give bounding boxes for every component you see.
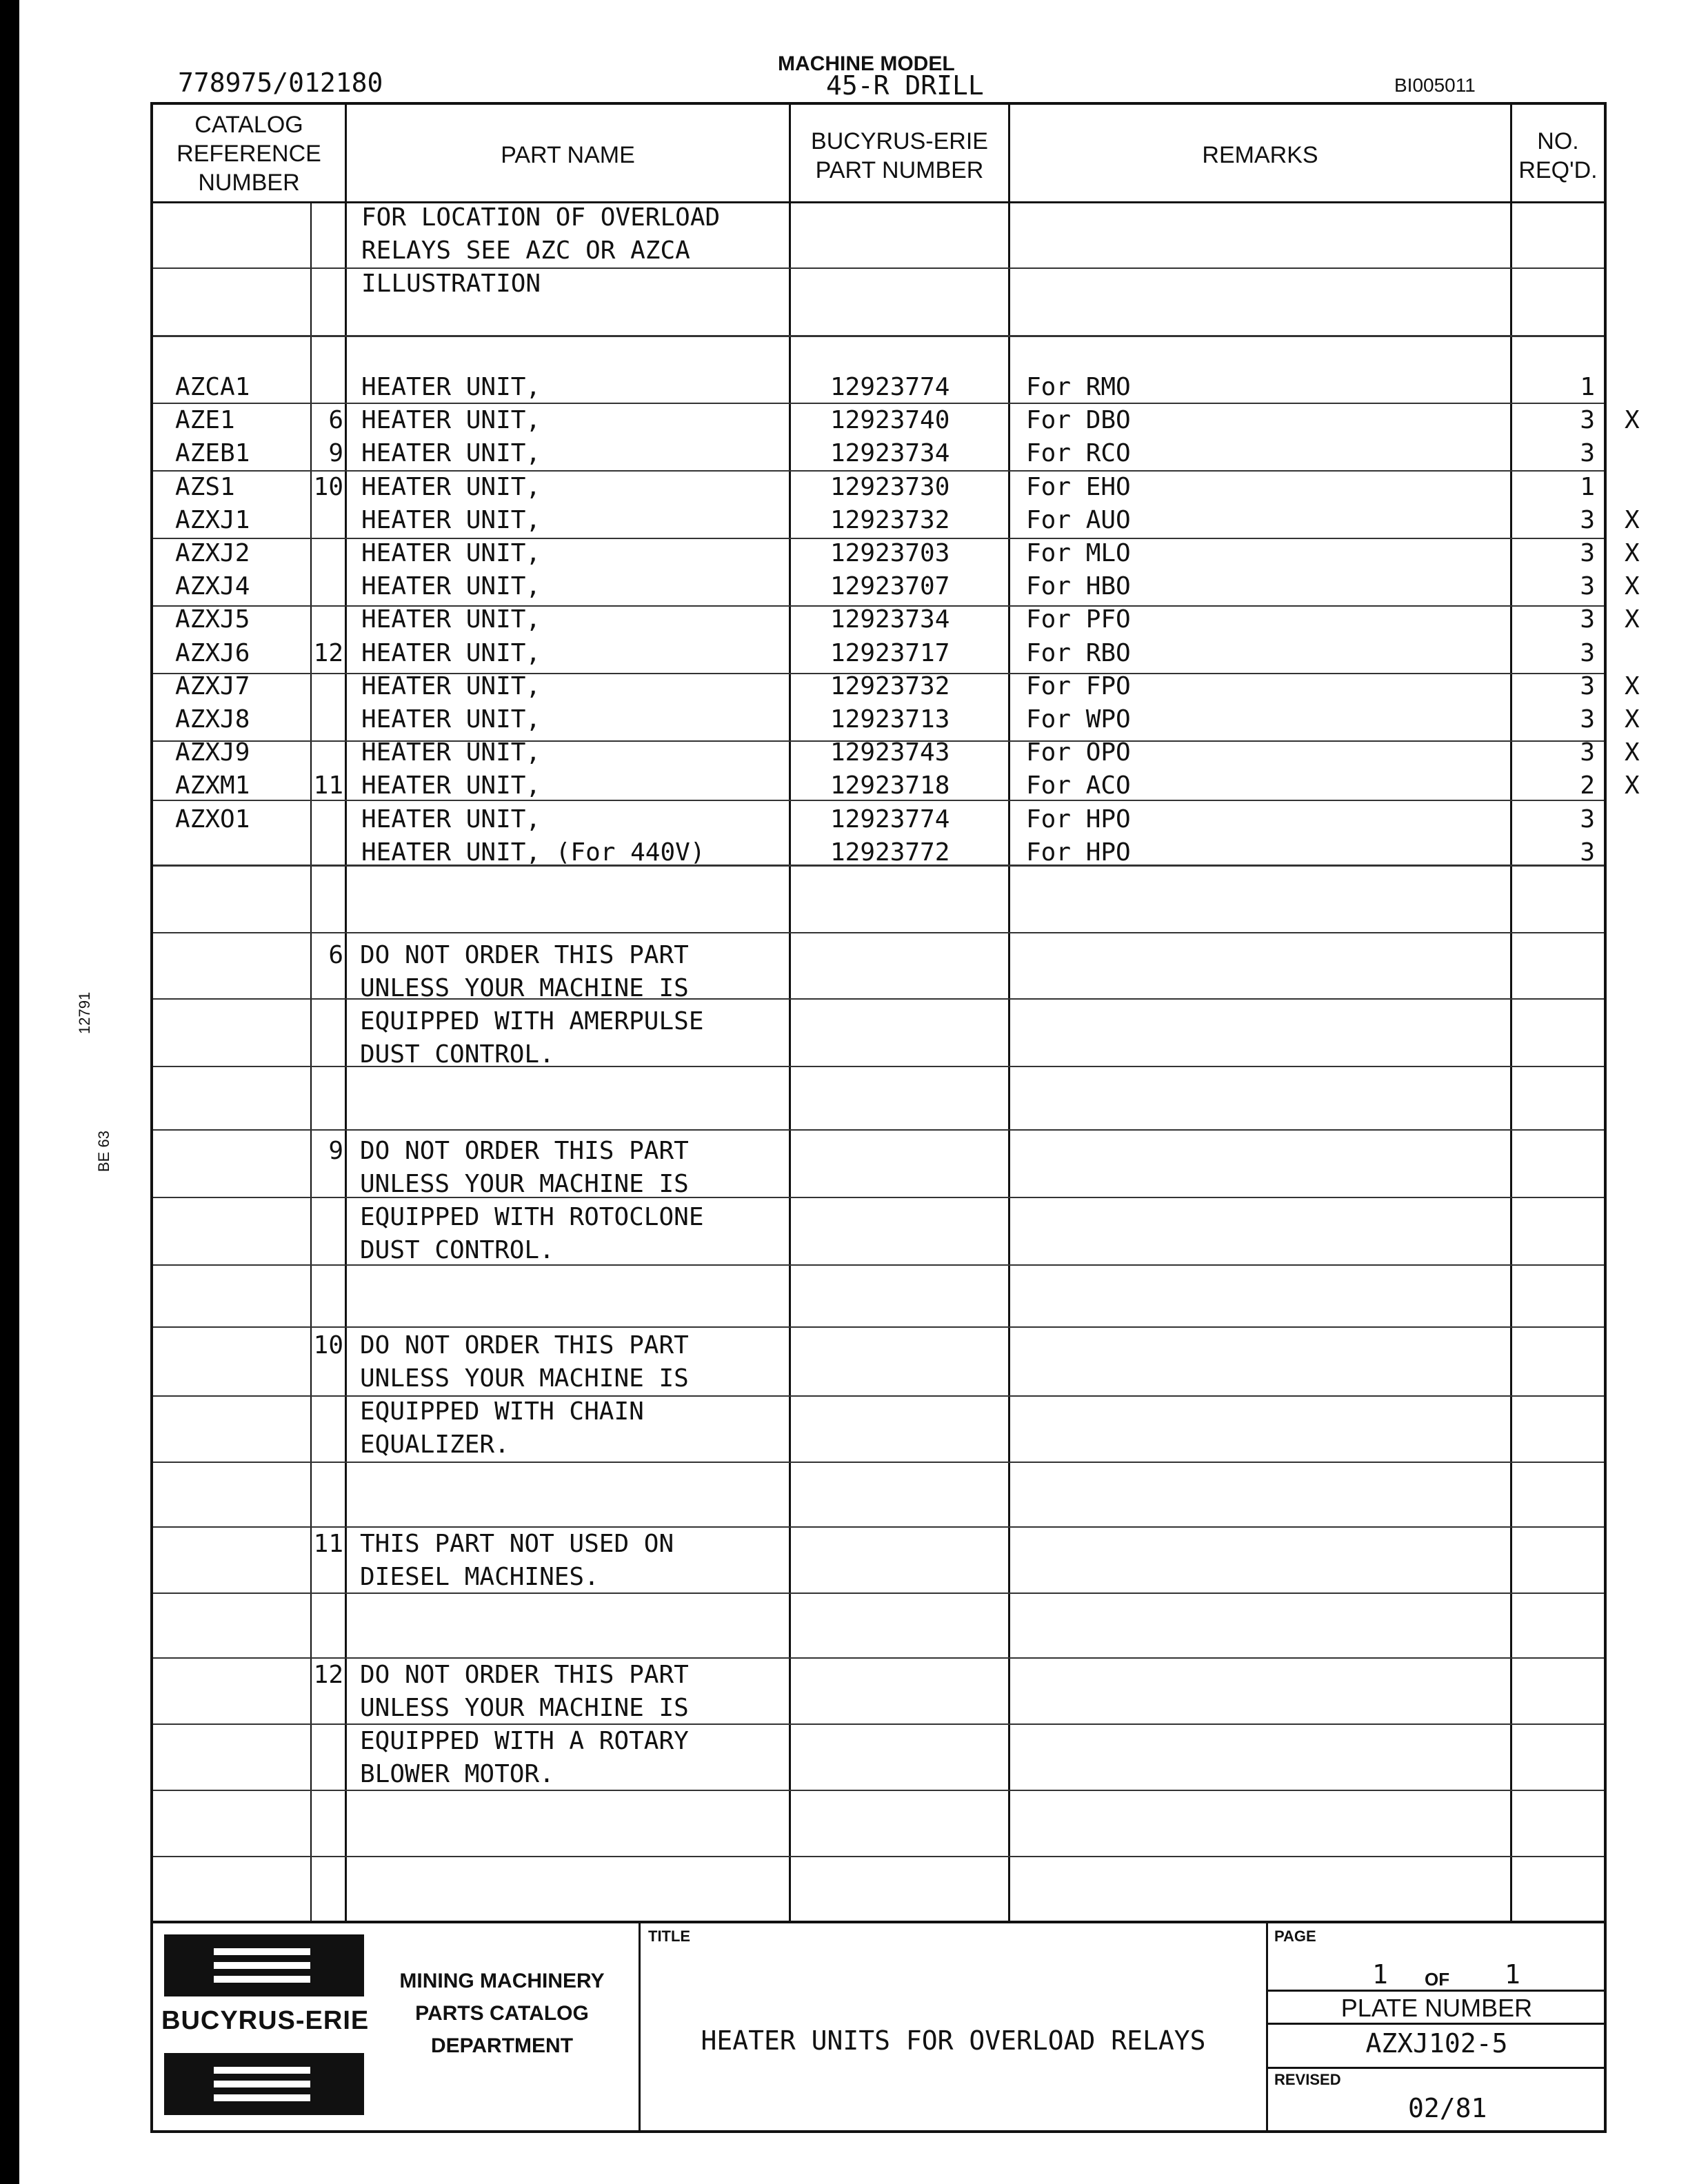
remarks: For MLO (1026, 539, 1131, 567)
document-title: HEATER UNITS FOR OVERLOAD RELAYS (701, 2025, 1206, 2056)
footnote-line: BLOWER MOTOR. (360, 1760, 554, 1788)
note-reference: 10 (313, 473, 343, 501)
machine-model: 45-R DRILL (826, 70, 984, 101)
remarks: For HPO (1026, 838, 1131, 867)
quantity-required: 3 (1580, 506, 1595, 534)
footnote-number: 11 (313, 1530, 343, 1558)
quantity-required: 3 (1580, 672, 1595, 700)
part-name: HEATER UNIT, (361, 473, 541, 501)
part-name: HEATER UNIT, (361, 639, 541, 667)
intro-note-line-2: RELAYS SEE AZC OR AZCA (361, 236, 690, 265)
part-number: 12923707 (830, 572, 950, 600)
footnote-line: EQUIPPED WITH CHAIN (360, 1397, 644, 1426)
quantity-required: 2 (1580, 771, 1595, 800)
header-remarks: REMARKS (1202, 142, 1318, 168)
plate-number: AZXJ102-5 (1365, 2028, 1508, 2059)
part-name: HEATER UNIT, (361, 406, 541, 434)
machine-model-label: MACHINE MODEL (778, 52, 955, 75)
footnote-line: UNLESS YOUR MACHINE IS (360, 1170, 689, 1198)
footnote-number: 10 (313, 1331, 343, 1359)
catalog-ref: AZXJ6 (175, 639, 250, 667)
footnote-line: DO NOT ORDER THIS PART (360, 1137, 689, 1165)
revision-flag: X (1625, 705, 1640, 734)
remarks: For RBO (1026, 639, 1131, 667)
page-total: 1 (1505, 1959, 1520, 1990)
quantity-required: 3 (1580, 539, 1595, 567)
remarks: For OPO (1026, 738, 1131, 767)
remarks: For ACO (1026, 771, 1131, 800)
footnote-number: 6 (328, 941, 343, 969)
quantity-required: 3 (1580, 572, 1595, 600)
footnote-line: DO NOT ORDER THIS PART (360, 941, 689, 969)
remarks: For WPO (1026, 705, 1131, 734)
part-name: HEATER UNIT, (For 440V) (361, 838, 705, 867)
company-name: BUCYRUS-ERIE (161, 2006, 370, 2035)
header-part-name: PART NAME (501, 142, 635, 168)
row-divider (153, 1462, 1604, 1463)
part-number: 12923713 (830, 705, 950, 734)
revision-flag: X (1625, 605, 1640, 634)
footnote-line: DUST CONTROL. (360, 1040, 554, 1069)
catalog-ref: AZXJ9 (175, 738, 250, 767)
part-number: 12923730 (830, 473, 950, 501)
header-no-reqd: NO. REQ'D. (1518, 128, 1598, 183)
revision-flag: X (1625, 406, 1640, 434)
catalog-ref: AZCA1 (175, 373, 250, 401)
part-name: HEATER UNIT, (361, 738, 541, 767)
note-reference: 11 (313, 771, 343, 800)
remarks: For DBO (1026, 406, 1131, 434)
footnote-number: 12 (313, 1661, 343, 1689)
department: MINING MACHINERY PARTS CATALOG DEPARTMENT (399, 1970, 605, 2057)
row-divider (153, 1326, 1604, 1328)
footnote-number: 9 (328, 1137, 343, 1165)
remarks: For HBO (1026, 572, 1131, 600)
quantity-required: 3 (1580, 805, 1595, 833)
page-current: 1 (1372, 1959, 1388, 1990)
part-number: 12923740 (830, 406, 950, 434)
row-divider (153, 470, 1604, 472)
catalog-ref: AZE1 (175, 406, 235, 434)
remarks: For AUO (1026, 506, 1131, 534)
part-name: HEATER UNIT, (361, 672, 541, 700)
revision-flag: X (1625, 572, 1640, 600)
intro-note-line-1: FOR LOCATION OF OVERLOAD (361, 203, 721, 232)
quantity-required: 1 (1580, 473, 1595, 501)
part-name: HEATER UNIT, (361, 539, 541, 567)
part-name: HEATER UNIT, (361, 373, 541, 401)
row-divider (153, 1790, 1604, 1791)
remarks: For PFO (1026, 605, 1131, 634)
part-number: 12923734 (830, 605, 950, 634)
revision-flag: X (1625, 672, 1640, 700)
footnote-line: DO NOT ORDER THIS PART (360, 1331, 689, 1359)
quantity-required: 3 (1580, 406, 1595, 434)
remarks: For EHO (1026, 473, 1131, 501)
quantity-required: 3 (1580, 439, 1595, 467)
header-part-number: BUCYRUS-ERIE PART NUMBER (811, 128, 988, 183)
part-name: HEATER UNIT, (361, 506, 541, 534)
page-of: OF (1425, 1969, 1450, 1990)
intro-note-line-3: ILLUSTRATION (361, 270, 541, 298)
page-label: PAGE (1274, 1928, 1316, 1945)
footnote-line: EQUIPPED WITH ROTOCLONE (360, 1203, 704, 1231)
footnote-line: EQUALIZER. (360, 1430, 510, 1459)
catalog-ref: AZXJ1 (175, 506, 250, 534)
catalog-ref: AZXJ4 (175, 572, 250, 600)
row-divider (153, 403, 1604, 404)
catalog-ref: AZEB1 (175, 439, 250, 467)
note-reference: 12 (313, 639, 343, 667)
catalog-ref: AZXJ5 (175, 605, 250, 634)
header-catalog-ref: CATALOG REFERENCE NUMBER (177, 112, 321, 196)
part-number: 12923774 (830, 373, 950, 401)
remarks: For HPO (1026, 805, 1131, 833)
catalog-ref: AZXJ8 (175, 705, 250, 734)
part-number: 12923774 (830, 805, 950, 833)
revision-flag: X (1625, 506, 1640, 534)
part-name: HEATER UNIT, (361, 439, 541, 467)
part-number: 12923717 (830, 639, 950, 667)
remarks: For RMO (1026, 373, 1131, 401)
row-divider (153, 335, 1604, 337)
part-number: 12923743 (830, 738, 950, 767)
part-number: 12923734 (830, 439, 950, 467)
footnote-line: EQUIPPED WITH A ROTARY (360, 1727, 689, 1755)
row-divider (153, 1593, 1604, 1594)
quantity-required: 3 (1580, 705, 1595, 734)
row-divider (153, 1129, 1604, 1131)
part-number: 12923732 (830, 506, 950, 534)
footnote-line: DO NOT ORDER THIS PART (360, 1661, 689, 1689)
note-reference: 9 (328, 439, 343, 467)
part-name: HEATER UNIT, (361, 605, 541, 634)
footnote-line: THIS PART NOT USED ON (360, 1530, 674, 1558)
footnote-line: DIESEL MACHINES. (360, 1563, 599, 1591)
part-number: 12923703 (830, 539, 950, 567)
margin-mark-top: 12791 (76, 991, 93, 1034)
document-id: 778975/012180 (178, 68, 383, 98)
quantity-required: 3 (1580, 639, 1595, 667)
catalog-ref: AZXO1 (175, 805, 250, 833)
revision-flag: X (1625, 771, 1640, 800)
revision-flag: X (1625, 738, 1640, 767)
margin-mark-bottom: BE 63 (95, 1131, 112, 1172)
part-number: 12923718 (830, 771, 950, 800)
row-divider (153, 1526, 1604, 1528)
part-name: HEATER UNIT, (361, 705, 541, 734)
footnote-line: UNLESS YOUR MACHINE IS (360, 1694, 689, 1722)
part-number: 12923772 (830, 838, 950, 867)
row-divider (153, 1856, 1604, 1857)
remarks: For RCO (1026, 439, 1131, 467)
quantity-required: 3 (1580, 738, 1595, 767)
plate-label: PLATE NUMBER (1340, 1994, 1533, 2022)
catalog-ref: AZXM1 (175, 771, 250, 800)
row-divider (153, 1723, 1604, 1725)
part-name: HEATER UNIT, (361, 771, 541, 800)
footnote-line: UNLESS YOUR MACHINE IS (360, 1364, 689, 1393)
quantity-required: 3 (1580, 605, 1595, 634)
part-name: HEATER UNIT, (361, 572, 541, 600)
footnote-line: DUST CONTROL. (360, 1236, 554, 1264)
remarks: For FPO (1026, 672, 1131, 700)
catalog-ref: AZXJ7 (175, 672, 250, 700)
quantity-required: 1 (1580, 373, 1595, 401)
row-divider (153, 1657, 1604, 1659)
revision-flag: X (1625, 539, 1640, 567)
footnote-line: EQUIPPED WITH AMERPULSE (360, 1007, 704, 1035)
row-divider (153, 932, 1604, 933)
stamp-code: BI005011 (1394, 74, 1476, 96)
catalog-ref: AZS1 (175, 473, 235, 501)
revised-date: 02/81 (1408, 2093, 1487, 2123)
part-name: HEATER UNIT, (361, 805, 541, 833)
quantity-required: 3 (1580, 838, 1595, 867)
footnote-line: UNLESS YOUR MACHINE IS (360, 974, 689, 1002)
scan-edge (0, 0, 19, 2184)
catalog-ref: AZXJ2 (175, 539, 250, 567)
part-number: 12923732 (830, 672, 950, 700)
note-reference: 6 (328, 406, 343, 434)
revised-label: REVISED (1274, 2071, 1341, 2088)
title-label: TITLE (648, 1928, 691, 1945)
